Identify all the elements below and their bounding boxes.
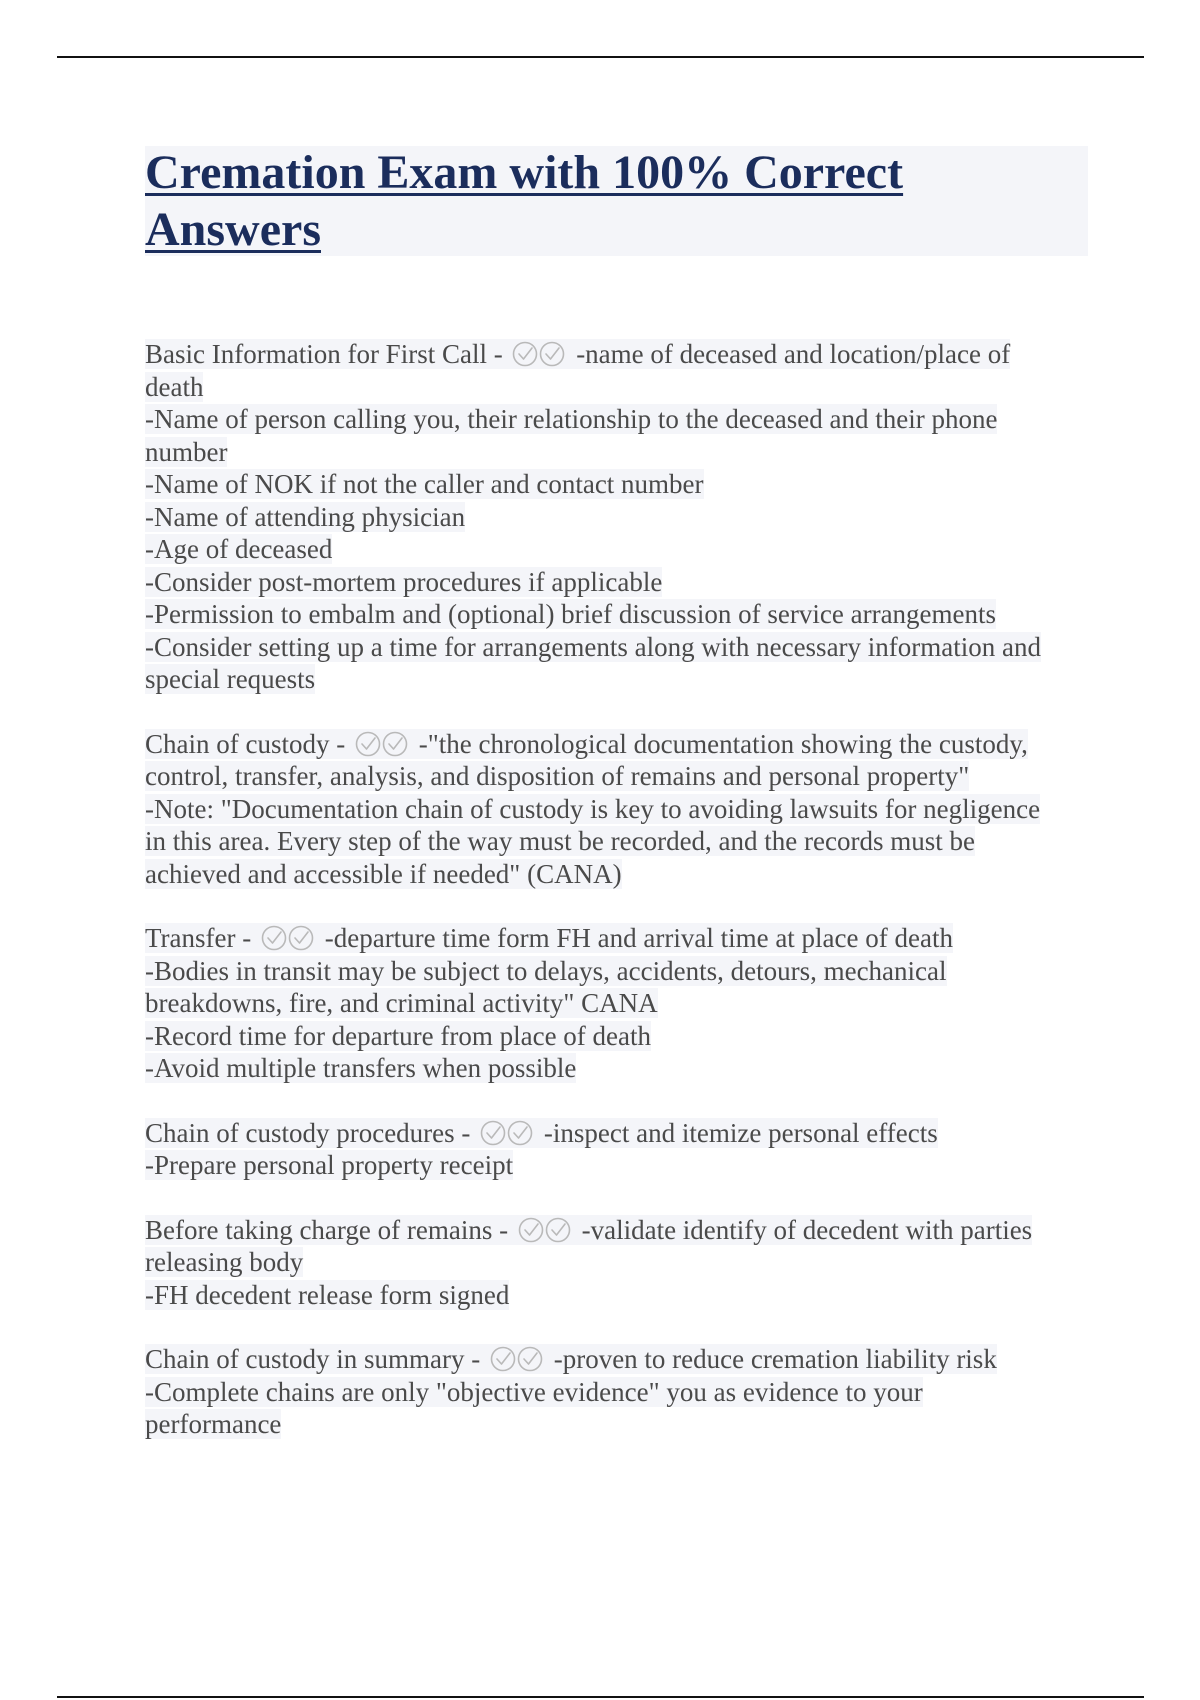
title-block <box>145 146 1088 256</box>
double-check-icon <box>479 1119 535 1147</box>
qa-answer-line-text: releasing body <box>145 1247 304 1277</box>
double-check-icon <box>511 340 567 368</box>
qa-term: Transfer - <box>145 923 252 953</box>
qa-first-line <box>145 338 1095 371</box>
double-check-icon <box>354 730 410 758</box>
qa-answer-line-text: -Name of attending physician <box>145 501 466 532</box>
qa-term: Basic Information for First Call - <box>145 339 503 369</box>
qa-first-line-highlight <box>145 1118 938 1148</box>
qa-answer-line <box>145 631 1095 664</box>
qa-answer-line <box>145 1149 1095 1182</box>
qa-entry <box>145 338 1095 696</box>
qa-first-line-highlight <box>145 339 1010 369</box>
qa-answer-line-text: -Permission to embalm and (optional) brief discussion of service arrangements <box>145 599 997 629</box>
qa-entry <box>145 1117 1095 1182</box>
qa-answer-line-text: number <box>145 436 228 467</box>
qa-first-line-highlight <box>145 729 1028 759</box>
qa-answer-line <box>145 1376 1095 1409</box>
qa-answer-line-text: control, transfer, analysis, and disposition of remains and personal property" <box>145 761 970 791</box>
qa-answer-line-text: -Complete chains are only "objective evidence" you as evidence to your <box>145 1376 923 1407</box>
double-check-icon <box>489 1345 545 1373</box>
qa-answer-line-text: achieved and accessible if needed" (CANA) <box>145 858 622 889</box>
qa-answer-line-text: -Name of person calling you, their relationship to the deceased and their phone <box>145 404 998 434</box>
qa-answer-line <box>145 371 1095 404</box>
qa-first-line <box>145 1343 1095 1376</box>
qa-first-line <box>145 1117 1095 1150</box>
qa-answer-line-text: special requests <box>145 664 316 694</box>
qa-answer-line <box>145 1279 1095 1312</box>
qa-answer-line <box>145 760 1095 793</box>
qa-entry <box>145 1214 1095 1312</box>
qa-first-line-highlight <box>145 923 953 953</box>
qa-answer-line-text: -Avoid multiple transfers when possible <box>145 1053 577 1083</box>
qa-answer-line <box>145 1246 1095 1279</box>
qa-answer-line <box>145 468 1095 501</box>
qa-list <box>145 338 1095 1473</box>
qa-entry <box>145 728 1095 891</box>
qa-answer-line-text: breakdowns, fire, and criminal activity" CANA <box>145 988 658 1018</box>
qa-answer-line <box>145 955 1095 988</box>
qa-answer-line-text: -Bodies in transit may be subject to delays, accidents, detours, mechanical <box>145 955 947 986</box>
qa-answer-line-text: -Consider post-mortem procedures if applicable <box>145 566 663 597</box>
qa-answer-line-text: -Age of deceased <box>145 534 333 564</box>
qa-first-line-highlight <box>145 1344 997 1374</box>
qa-first-line <box>145 922 1095 955</box>
qa-answer-line <box>145 533 1095 566</box>
qa-answer-start: -inspect and itemize personal effects <box>543 1117 938 1148</box>
qa-answer-line-text: death <box>145 371 204 402</box>
qa-answer-line <box>145 566 1095 599</box>
qa-term: Chain of custody procedures - <box>145 1117 471 1148</box>
qa-answer-line-text: performance <box>145 1409 282 1439</box>
top-rule <box>57 56 1144 58</box>
double-check-icon <box>260 924 316 952</box>
qa-answer-start: -name of deceased and location/place of <box>576 339 1011 369</box>
qa-entry <box>145 1343 1095 1441</box>
qa-answer-line-text: in this area. Every step of the way must be recorded, and the records must be <box>145 826 975 856</box>
qa-answer-line <box>145 1052 1095 1085</box>
qa-answer-line <box>145 825 1095 858</box>
qa-answer-line <box>145 403 1095 436</box>
qa-entry <box>145 922 1095 1085</box>
qa-answer-line <box>145 858 1095 891</box>
qa-answer-start: -"the chronological documentation showing the custody, <box>418 728 1028 759</box>
qa-answer-line <box>145 598 1095 631</box>
qa-answer-line <box>145 1020 1095 1053</box>
qa-first-line <box>145 728 1095 761</box>
qa-first-line-highlight <box>145 1215 1032 1245</box>
qa-answer-line <box>145 987 1095 1020</box>
qa-answer-line <box>145 793 1095 826</box>
double-check-icon <box>517 1216 573 1244</box>
title-line-2: Answers <box>145 203 321 256</box>
qa-answer-line <box>145 1408 1095 1441</box>
qa-answer-line <box>145 663 1095 696</box>
bottom-rule <box>57 1696 1144 1698</box>
qa-answer-line-text: -Record time for departure from place of death <box>145 1020 652 1051</box>
qa-answer-line-text: -Consider setting up a time for arrangements along with necessary information and <box>145 631 1041 662</box>
page-title <box>145 144 1088 258</box>
title-line-1: Cremation Exam with 100% Correct <box>145 146 904 199</box>
qa-term: Chain of custody in summary - <box>145 1344 481 1374</box>
qa-answer-line-text: -Prepare personal property receipt <box>145 1150 514 1180</box>
qa-term: Chain of custody - <box>145 728 346 759</box>
qa-answer-start: -validate identify of decedent with parties <box>581 1214 1033 1245</box>
qa-answer-line-text: -Name of NOK if not the caller and contact number <box>145 469 704 499</box>
qa-answer-start: -proven to reduce cremation liability risk <box>553 1344 997 1374</box>
qa-answer-line <box>145 501 1095 534</box>
qa-answer-line-text: -FH decedent release form signed <box>145 1279 510 1310</box>
qa-first-line <box>145 1214 1095 1247</box>
qa-answer-start: -departure time form FH and arrival time at place of death <box>324 923 953 953</box>
qa-answer-line-text: -Note: "Documentation chain of custody is key to avoiding lawsuits for negligence <box>145 793 1041 824</box>
qa-answer-line <box>145 436 1095 469</box>
qa-term: Before taking charge of remains - <box>145 1214 509 1245</box>
